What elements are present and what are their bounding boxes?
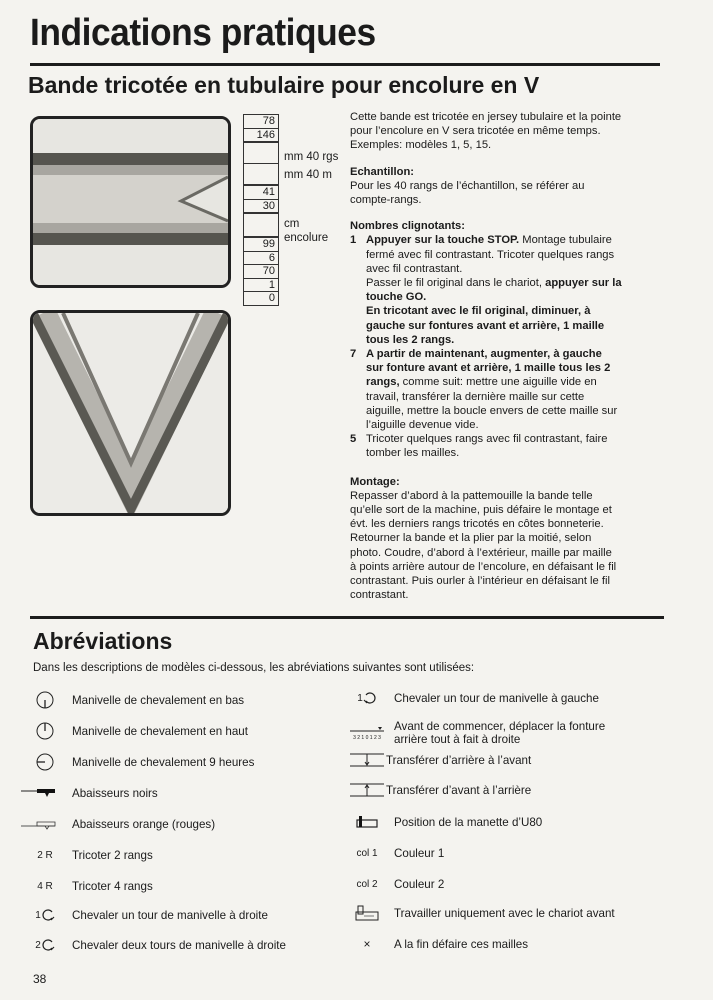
montage-line: à points arrière autour de l’encolure, en défaisant le fil: [350, 560, 617, 573]
crank-up-icon: [28, 721, 62, 741]
crank-turn-right-icon: [28, 935, 62, 955]
page-title: Indications pratiques: [30, 12, 376, 54]
abbr-row: [350, 780, 531, 800]
table-cell: [244, 214, 278, 238]
abbr-code: 2: [35, 939, 41, 951]
step-text: travail, transférer la dernière maille sur cette: [366, 390, 585, 403]
front-bed-shift-icon: [350, 720, 384, 748]
step-text: sur fonture avant et arrière, 1 maille tous les 2: [366, 362, 611, 375]
table-label: cm: [284, 218, 300, 230]
step-text: A partir de maintenant, augmenter, à gauche: [366, 348, 602, 361]
step-text: En tricotant avec le fil original, diminuer, à: [366, 305, 591, 318]
echantillon-line: compte-rangs.: [350, 194, 422, 207]
crank-down-icon: [28, 690, 62, 710]
abbr-row: [20, 814, 215, 834]
table-cell: 30: [244, 200, 278, 215]
abbr-label: Transférer d’arrière à l’avant: [386, 753, 532, 767]
abbr-label: Abaisseurs orange (rouges): [72, 817, 216, 831]
montage-heading: Montage:: [350, 475, 400, 488]
step-text: Montage tubulaire: [519, 234, 612, 247]
abbr-code: 4 R: [37, 880, 53, 892]
transfer-back-to-front-icon: [350, 750, 384, 770]
step-text: gauche sur fontures avant et arrière, 1 maille: [366, 319, 605, 332]
abbr-row: [28, 905, 268, 925]
table-cell: 6: [244, 252, 278, 266]
intro-line: Exemples: modèles 1, 5, 15.: [350, 139, 492, 152]
abbr-row: [28, 935, 286, 955]
abbr-label: Tricoter 2 rangs: [72, 848, 153, 862]
montage-line: Repasser d’abord à la pattemouille la bande telle: [350, 489, 593, 502]
abbr-row: [28, 752, 254, 772]
montage-line: contrastant.: [350, 589, 409, 602]
montage-line: qu’elle sort de la machine, puis défaire le montage et: [350, 504, 612, 517]
abbr-code: 2 R: [37, 849, 53, 861]
crank-turn-left-icon: [350, 688, 384, 708]
step-number: 7: [350, 348, 357, 361]
abbr-label: Chevaler un tour de manivelle à droite: [72, 908, 268, 922]
step-text: Appuyer sur la touche STOP.: [366, 234, 520, 247]
abbr-label: Couleur 2: [394, 877, 445, 891]
abbreviations-title: Abréviations: [33, 628, 173, 654]
table-cell: 146: [244, 129, 278, 144]
abbr-label: Couleur 1: [394, 846, 445, 860]
montage-line: Retourner la bande et la plier par la moitié, selon: [350, 532, 592, 545]
abbr-code: ×: [363, 937, 371, 951]
abbr-label: Transférer d’avant à l’arrière: [386, 783, 532, 797]
table-cell: 0: [268, 292, 275, 304]
scale-label: 3 2 1 0 1 2 3: [353, 735, 381, 741]
abbr-label: Abaisseurs noirs: [72, 786, 158, 800]
abbr-row: [20, 783, 158, 803]
abbr-label-block: [394, 720, 605, 746]
abbr-row: [28, 690, 244, 710]
abbr-label: A la fin défaire ces mailles: [394, 937, 529, 951]
abbr-label: Chevaler deux tours de manivelle à droite: [72, 938, 286, 952]
table-label: mm 40 rgs: [284, 151, 339, 163]
step-text: l’aiguille devenue vide.: [366, 419, 479, 432]
step-5: [350, 432, 660, 460]
instructions-column: [350, 110, 660, 603]
step-text: aiguille, mettre la boucle envers de cette maille sur: [366, 404, 618, 417]
step-text: tomber les mailles.: [366, 447, 460, 460]
transfer-front-to-back-icon: [350, 780, 384, 800]
step-7: [350, 347, 660, 432]
abbr-label: Manivelle de chevalement en bas: [72, 693, 245, 707]
abbr-code: 1: [35, 909, 41, 921]
step-text: touche GO.: [366, 291, 427, 304]
abbr-row: [350, 812, 542, 832]
echantillon-heading: Echantillon:: [350, 165, 415, 178]
step-number: 5: [350, 433, 357, 446]
intro-line: pour l’encolure en V sera tricotée en même temps.: [350, 125, 601, 138]
title-rule: [30, 63, 660, 66]
abbreviations-intro: Dans les descriptions de modèles ci-dessous, les abréviations suivantes sont utilisées:: [33, 662, 475, 674]
intro-line: Cette bande est tricotée en jersey tubulaire et la pointe: [350, 111, 622, 123]
table-label: mm 40 m: [284, 169, 332, 181]
black-lowering-icon: [20, 783, 62, 803]
table-cell: 70: [244, 265, 278, 279]
abbr-row: [350, 688, 599, 708]
parameter-table: [243, 114, 279, 306]
abbr-label: Chevaler un tour de manivelle à gauche: [394, 691, 599, 705]
abbr-label: Manivelle de chevalement en haut: [72, 724, 248, 738]
table-cell: [244, 164, 278, 186]
step-text: avec fil contrastant.: [366, 262, 463, 275]
abbr-code: col 2: [356, 878, 378, 890]
table-cell: 41: [244, 186, 278, 200]
abbr-row: [350, 843, 444, 863]
table-cell: [244, 143, 278, 164]
abbr-row: [350, 903, 615, 923]
step-text: comme suit: mettre une aiguille vide en: [399, 376, 597, 389]
abbr-row: [350, 874, 444, 894]
abbr-row: [28, 721, 248, 741]
band-photo: [30, 116, 231, 288]
orange-lowering-icon: [20, 814, 62, 834]
section-title: Bande tricotée en tubulaire pour encolure en V: [28, 72, 540, 98]
table-cell: 99: [244, 238, 278, 252]
abbr-row: [28, 845, 153, 865]
step-text: rangs,: [366, 376, 400, 389]
montage-line: évt. les derniers rangs tricotés en côtes bonneterie.: [350, 518, 604, 531]
abbr-label: Position de la manette d’U80: [394, 815, 543, 829]
table-cell: 78: [244, 115, 278, 129]
crank-turn-right-icon: [28, 905, 62, 925]
table-label: encolure: [284, 232, 329, 244]
abbr-label: Avant de commencer, déplacer la fonture: [394, 720, 606, 733]
abbr-label: Travailler uniquement avec le chariot avant: [394, 906, 615, 920]
lever-u80-icon: [350, 812, 384, 832]
crank-9h-icon: [28, 752, 62, 772]
abbr-code: col 1: [356, 847, 378, 859]
nombres-heading: Nombres clignotants:: [350, 220, 465, 233]
front-carriage-icon: [350, 903, 384, 923]
table-cell: 1: [244, 279, 278, 293]
step-text: Passer le fil original dans le chariot,: [366, 277, 546, 290]
abbr-label: Manivelle de chevalement 9 heures: [72, 755, 255, 769]
abbr-row: [28, 876, 153, 896]
abbr-label: Tricoter 4 rangs: [72, 879, 153, 893]
montage-line: contrastant. Puis ourler à l’intérieur en défaisant le fil: [350, 575, 610, 588]
abbr-row: [350, 720, 605, 748]
step-text: Tricoter quelques rangs avec fil contrastant, faire: [366, 433, 608, 446]
abbr-row: [350, 750, 531, 770]
abbreviations-rule: [30, 616, 664, 619]
abbr-code: 1: [357, 692, 363, 704]
step-text: tous les 2 rangs.: [366, 333, 455, 346]
montage-line: photo. Coudre, d’abord à l’extérieur, maille par maille: [350, 546, 612, 559]
step-number: 1: [350, 234, 357, 247]
page-number: 38: [33, 972, 47, 986]
step-1: [350, 233, 660, 347]
abbr-label: arrière tout à fait à droite: [394, 733, 521, 746]
abbr-row: [350, 934, 528, 954]
step-text: appuyer sur la: [545, 277, 622, 290]
step-text: fermé avec fil contrastant. Tricoter quelques rangs: [366, 248, 615, 261]
echantillon-line: Pour les 40 rangs de l’échantillon, se référer au: [350, 179, 585, 192]
v-neck-photo: [30, 310, 231, 516]
